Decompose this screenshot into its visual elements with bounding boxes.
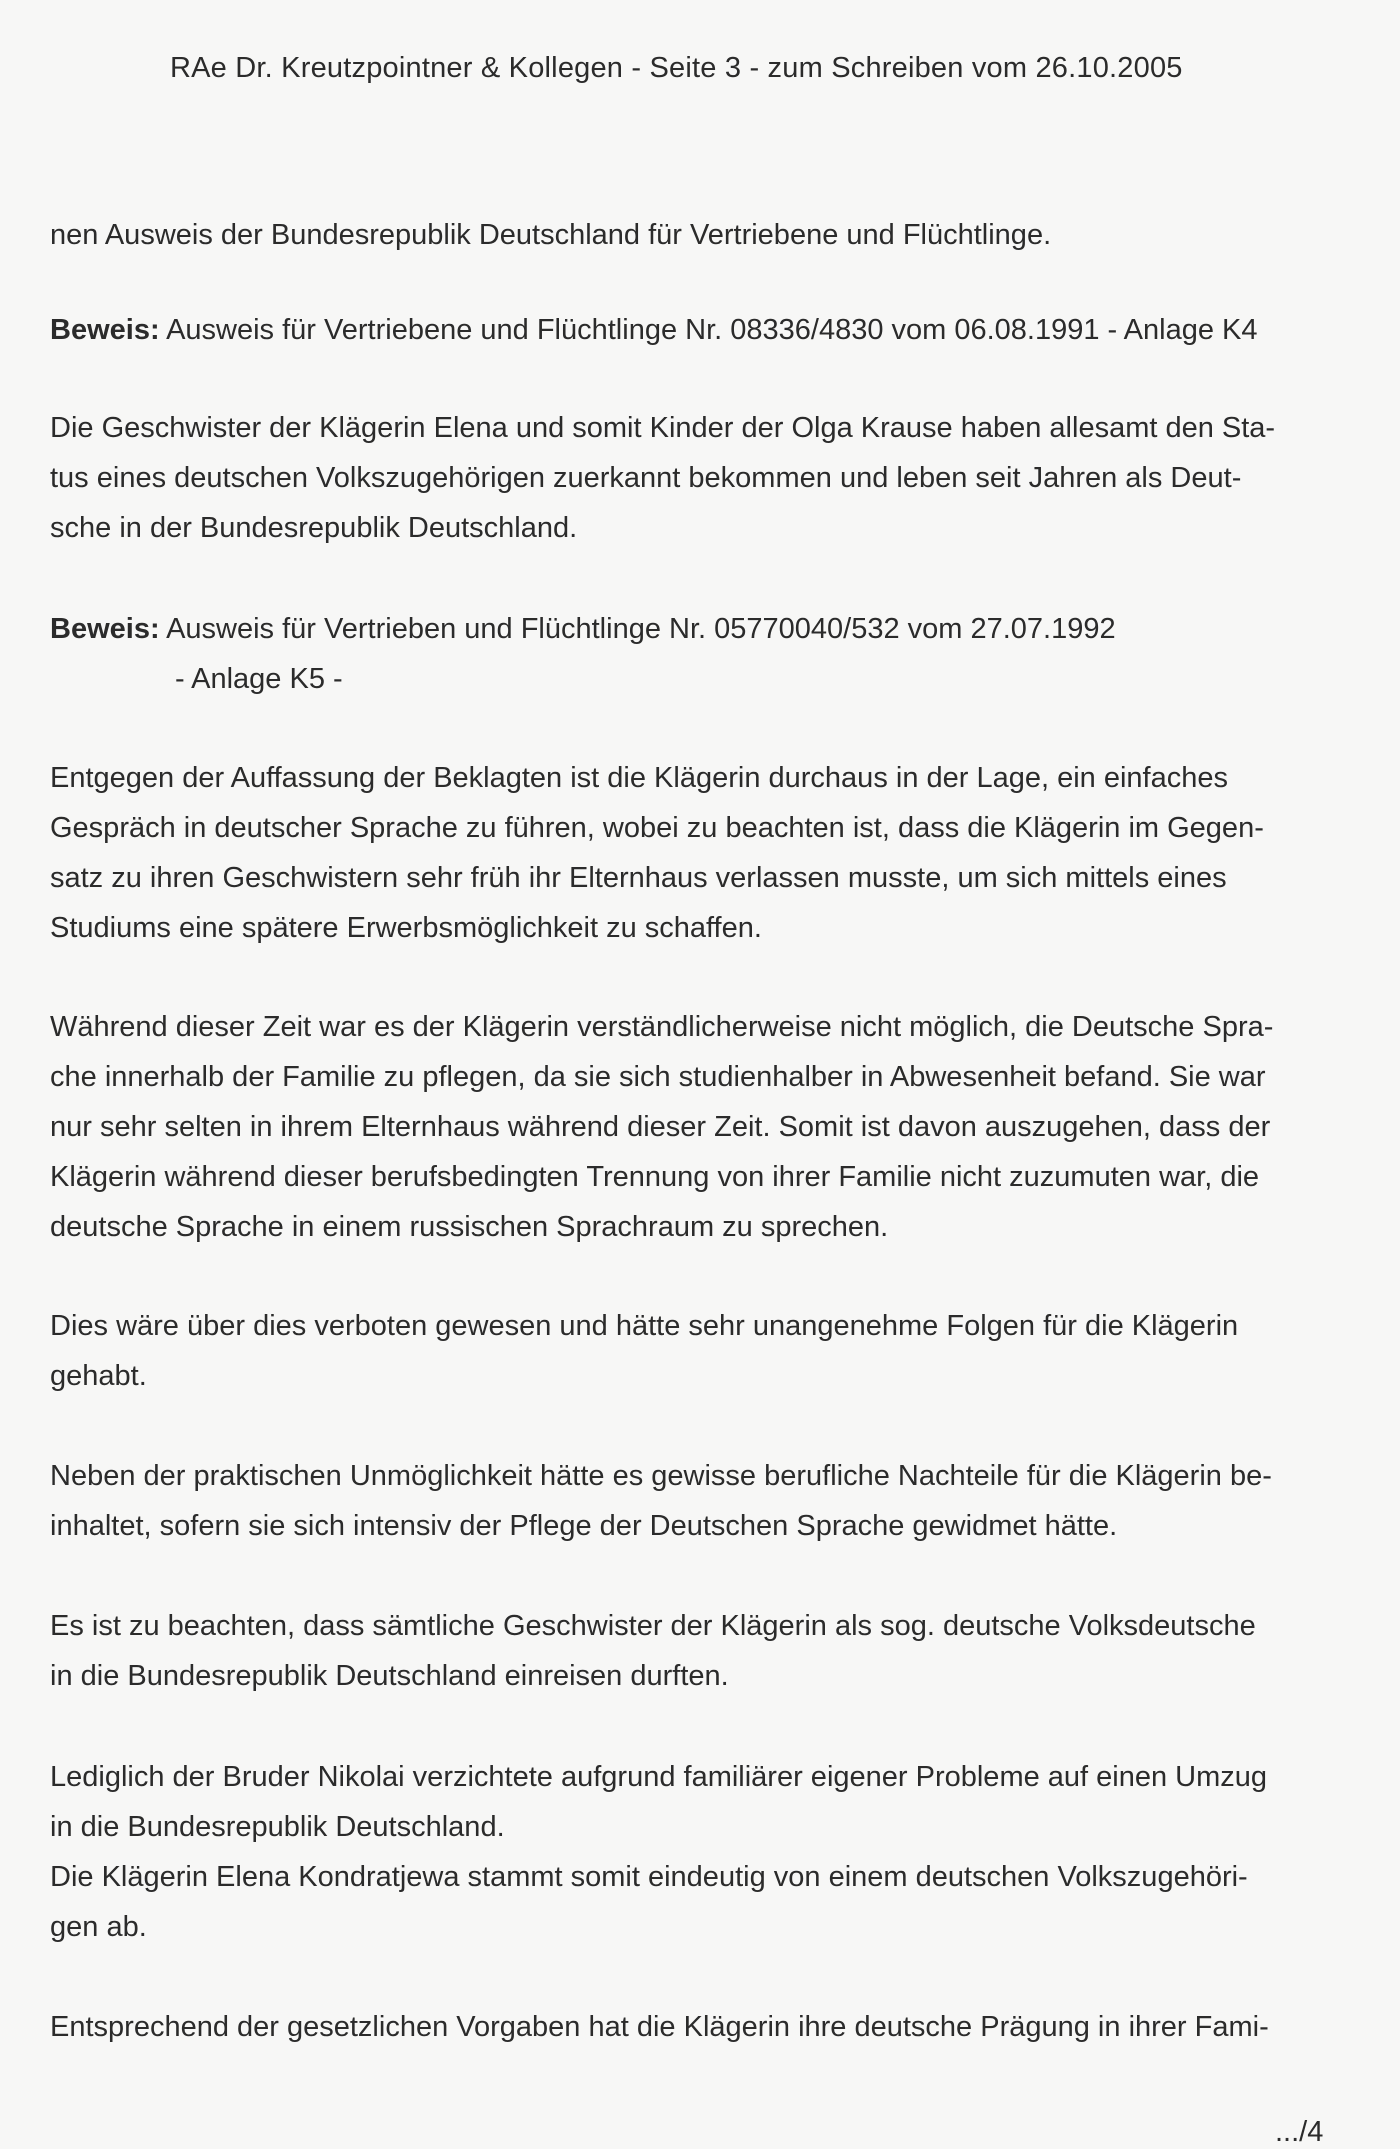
text-line: Die Geschwister der Klägerin Elena und somit Kinder der Olga Krause haben allesamt den Sta- <box>50 412 1276 444</box>
paragraph-siblings-entry <box>50 1601 1360 1701</box>
paragraph-legal <box>50 2002 1360 2052</box>
text-line: Entgegen der Auffassung der Beklagten ist die Klägerin durchaus in der Lage, ein einfaches <box>50 762 1228 794</box>
text-line: sche in der Bundesrepublik Deutschland. <box>50 512 578 544</box>
paragraph-disadvantages <box>50 1451 1360 1551</box>
text-line: in die Bundesrepublik Deutschland einreisen durften. <box>50 1660 729 1692</box>
page-continuation: .../4 <box>1275 2116 1324 2148</box>
text-line: satz zu ihren Geschwistern sehr früh ihr Elternhaus verlassen musste, um sich mittels eines <box>50 862 1227 894</box>
evidence-annex: - Anlage K5 - <box>175 663 343 695</box>
evidence-label: Beweis: <box>50 314 160 346</box>
evidence-k4 <box>50 305 1360 355</box>
text-line: deutsche Sprache in einem russischen Sprachraum zu sprechen. <box>50 1211 889 1243</box>
text-line: Neben der praktischen Unmöglichkeit hätte es gewisse berufliche Nachteile für die Klägerin be- <box>50 1460 1272 1492</box>
text-line: nen Ausweis der Bundesrepublik Deutschland für Vertriebene und Flüchtlinge. <box>50 219 1052 251</box>
text-line: tus eines deutschen Volkszugehörigen zuerkannt bekommen und leben seit Jahren als Deut- <box>50 462 1242 494</box>
evidence-label: Beweis: <box>50 613 160 645</box>
paragraph-siblings <box>50 403 1360 553</box>
text-line: Lediglich der Bruder Nikolai verzichtete aufgrund familiärer eigener Probleme auf einen Umzug <box>50 1761 1268 1793</box>
paragraph-intro <box>50 210 1360 260</box>
text-line: Die Klägerin Elena Kondratjewa stammt somit eindeutig von einem deutschen Volkszugehöri- <box>50 1861 1248 1893</box>
paragraph-forbidden <box>50 1301 1360 1401</box>
text-line: gen ab. <box>50 1911 147 1943</box>
text-line: in die Bundesrepublik Deutschland. <box>50 1811 505 1843</box>
text-line: gehabt. <box>50 1360 147 1392</box>
paragraph-studies <box>50 1002 1360 1252</box>
page-header: RAe Dr. Kreutzpointner & Kollegen - Seite 3 - zum Schreiben vom 26.10.2005 <box>170 52 1183 84</box>
paragraph-language <box>50 753 1360 953</box>
paragraph-brother <box>50 1752 1360 1952</box>
text-line: Gespräch in deutscher Sprache zu führen, wobei zu beachten ist, dass die Klägerin im Gegen- <box>50 812 1264 844</box>
text-line: inhaltet, sofern sie sich intensiv der Pflege der Deutschen Sprache gewidmet hätte. <box>50 1510 1118 1542</box>
text-line: nur sehr selten in ihrem Elternhaus während dieser Zeit. Somit ist davon auszugehen, dass der <box>50 1111 1271 1143</box>
evidence-k5 <box>50 604 1360 704</box>
text-line: Es ist zu beachten, dass sämtliche Geschwister der Klägerin als sog. deutsche Volksdeutsche <box>50 1610 1256 1642</box>
text-line: Während dieser Zeit war es der Klägerin verständlicherweise nicht möglich, die Deutsche Spra- <box>50 1011 1274 1043</box>
evidence-text: Ausweis für Vertrieben und Flüchtlinge Nr. 05770040/532 vom 27.07.1992 <box>159 613 1116 645</box>
text-line: Entsprechend der gesetzlichen Vorgaben hat die Klägerin ihre deutsche Prägung in ihrer Fami- <box>50 2011 1269 2043</box>
text-line: che innerhalb der Familie zu pflegen, da sie sich studienhalber in Abwesenheit befand. Sie war <box>50 1061 1266 1093</box>
text-line: Studiums eine spätere Erwerbsmöglichkeit zu schaffen. <box>50 912 762 944</box>
text-line: Dies wäre über dies verboten gewesen und hätte sehr unangenehme Folgen für die Klägerin <box>50 1310 1239 1342</box>
text-line: Klägerin während dieser berufsbedingten Trennung von ihrer Familie nicht zuzumuten war, die <box>50 1161 1260 1193</box>
evidence-text: Ausweis für Vertriebene und Flüchtlinge Nr. 08336/4830 vom 06.08.1991 - Anlage K4 <box>159 314 1258 346</box>
